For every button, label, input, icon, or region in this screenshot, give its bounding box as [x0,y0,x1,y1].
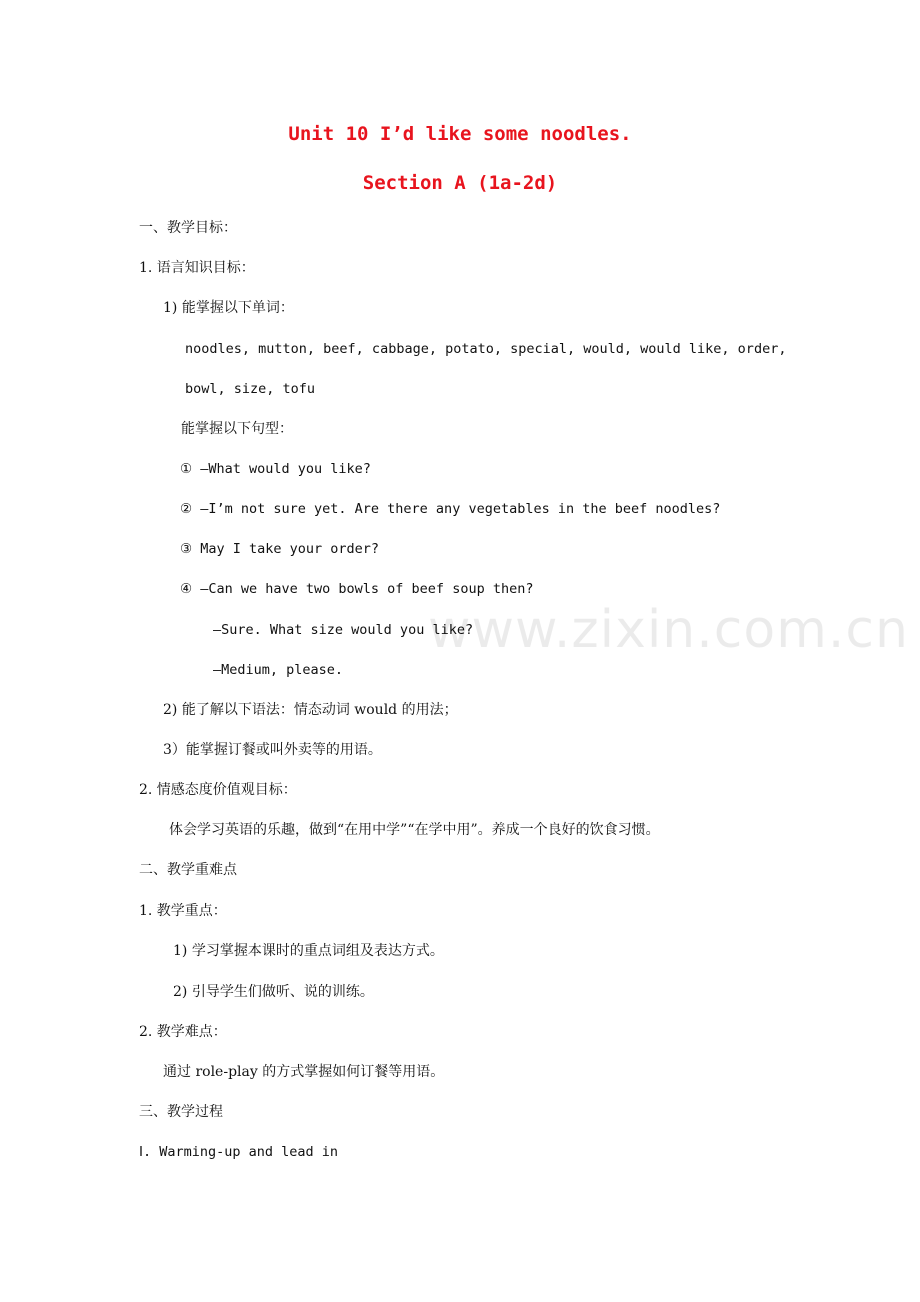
word-list-line-1: noodles, mutton, beef, cabbage, potato, special, would, would like, order, [185,341,787,357]
difficulty-heading: 2. 教学难点： [139,1024,227,1040]
sentences-heading: 能掌握以下句型： [181,421,293,437]
doc-title: Unit 10 I’d like some noodles. [288,123,632,145]
goal-knowledge: 1. 语言知识目标： [139,260,255,276]
key-point-2: 2) 引导学生们做听、说的训练。 [173,984,374,1000]
sentence-item-4: ④ —Can we have two bowls of beef soup then? [180,581,534,597]
goal-ordering: 3）能掌握订餐或叫外卖等的用语。 [163,742,382,758]
sentence-item-4-reply: —Sure. What size would you like? [213,622,474,638]
process-step-1: Ⅰ. Warming-up and lead in [139,1144,339,1160]
sentence-item-2: ② —I’m not sure yet. Are there any vegetables in the beef noodles? [180,501,721,517]
difficulty-text: 通过 role-play 的方式掌握如何订餐等用语。 [163,1064,445,1080]
key-point-heading: 1. 教学重点： [139,903,227,919]
section-heading-goals: 一、教学目标： [139,220,237,236]
watermark: www.zixin.com.cn [428,600,909,660]
key-point-1: 1) 学习掌握本课时的重点词组及表达方式。 [173,943,444,959]
section-heading-key-points: 二、教学重难点 [139,862,237,878]
goal-grammar: 2) 能了解以下语法：情态动词 would 的用法； [163,702,458,718]
goal-attitude: 2. 情感态度价值观目标： [139,782,297,798]
goal-attitude-text: 体会学习英语的乐趣，做到“在用中学”“在学中用”。养成一个良好的饮食习惯。 [169,822,660,838]
sentence-item-3: ③ May I take your order? [180,541,380,557]
word-list-line-2: bowl, size, tofu [185,381,316,397]
sentence-item-4-end: —Medium, please. [213,662,344,678]
sentence-item-1: ① —What would you like? [180,461,371,477]
section-heading-process: 三、教学过程 [139,1104,223,1120]
doc-subtitle: Section A (1a-2d) [362,172,558,194]
goal-words-heading: 1) 能掌握以下单词： [163,300,294,316]
